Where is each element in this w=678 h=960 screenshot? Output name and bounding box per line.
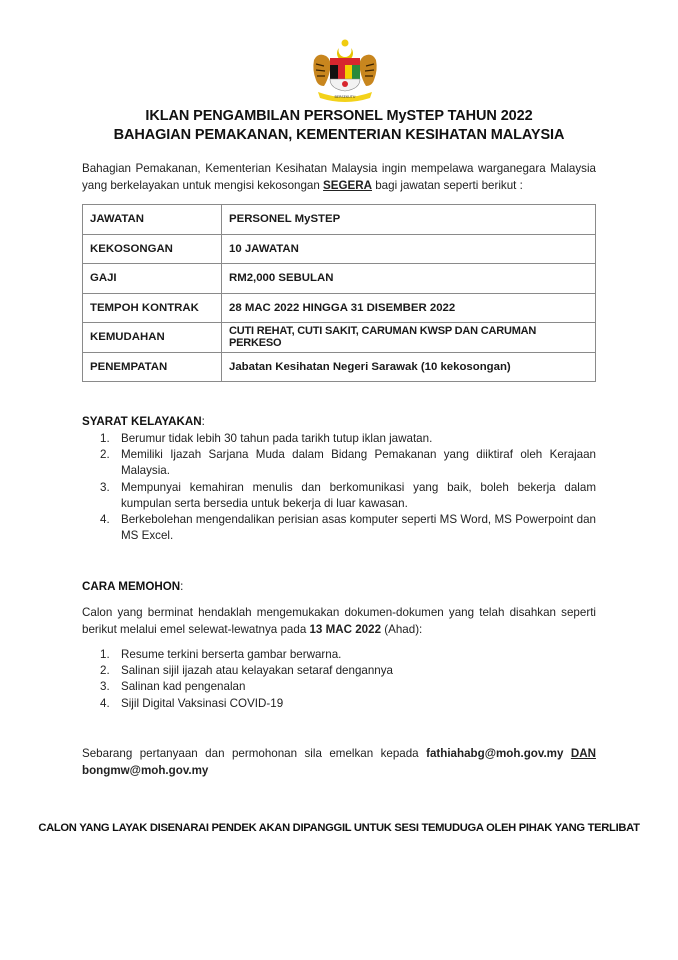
list-item: [100, 696, 596, 712]
requirements-list: [100, 431, 596, 544]
list-item: [100, 679, 596, 695]
intro-paragraph: [82, 161, 596, 194]
list-item: [100, 663, 596, 679]
email-link-2[interactable]: bongmw@moh.gov.my: [82, 763, 209, 777]
documents-list: [100, 647, 596, 712]
table-row: [83, 205, 596, 235]
row-label: PENEMPATAN: [83, 352, 222, 382]
row-label: GAJI: [83, 264, 222, 294]
intro-text-end: bagi jawatan seperti berikut :: [372, 178, 523, 192]
item-number: 2.: [100, 448, 110, 462]
application-heading-text: CARA MEMOHON: [82, 580, 181, 593]
row-label: KEKOSONGAN: [83, 234, 222, 264]
application-text: Calon yang berminat hendaklah mengemukakan dokumen-dokumen yang telah disahkan seperti berikut melalui emel selewat-lewatnya pada: [82, 606, 596, 636]
item-number: 1.: [100, 432, 110, 445]
heading-colon: :: [201, 415, 205, 428]
row-label: TEMPOH KONTRAK: [83, 293, 222, 323]
item-number: 2.: [100, 664, 110, 678]
list-item: [100, 647, 596, 663]
item-text: Berumur tidak lebih 30 tahun pada tarikh tutup iklan jawatan.: [121, 432, 433, 445]
urgent-emphasis: SEGERA: [323, 178, 373, 192]
item-number: 4.: [100, 696, 110, 710]
item-text: Memiliki Ijazah Sarjana Muda dalam Bidang Pemakanan yang diiktiraf oleh Kerajaan Malaysia.: [121, 448, 596, 478]
item-number: 3.: [100, 480, 110, 494]
application-heading: [82, 580, 183, 593]
row-value: RM2,000 SEBULAN: [222, 264, 596, 294]
deadline-date: 13 MAC 2022: [309, 622, 382, 636]
item-text: Resume terkini berserta gambar berwarna.: [121, 648, 342, 661]
row-value: CUTI REHAT, CUTI SAKIT, CARUMAN KWSP DAN CARUMAN PERKESO: [222, 323, 596, 353]
row-value: Jabatan Kesihatan Negeri Sarawak (10 kekosongan): [222, 352, 596, 382]
requirements-heading-text: SYARAT KELAYAKAN: [82, 415, 202, 428]
application-paragraph: [82, 605, 596, 638]
table-row: [83, 264, 596, 294]
row-value: PERSONEL MySTEP: [222, 205, 596, 235]
svg-text:BERSEKUTU: BERSEKUTU: [334, 95, 356, 99]
contact-text: Sebarang pertanyaan dan permohonan sila emelkan kepada: [82, 747, 427, 760]
row-value: 10 JAWATAN: [222, 234, 596, 264]
item-text: Salinan sijil ijazah atau kelayakan setaraf dengannya: [121, 664, 393, 678]
application-text-end: (Ahad):: [381, 622, 423, 636]
intro-text: Bahagian Pemakanan, Kementerian Kesihatan Malaysia ingin mempelawa warganegara Malaysia yang berkelayakan untuk mengisi kekosongan: [82, 162, 596, 192]
row-label: KEMUDAHAN: [83, 323, 222, 353]
heading-colon: :: [180, 580, 184, 593]
item-number: 1.: [100, 648, 110, 661]
shortlist-notice: CALON YANG LAYAK DISENARAI PENDEK AKAN DIPANGGIL UNTUK SESI TEMUDUGA OLEH PIHAK YANG TERLIBAT: [38, 822, 640, 834]
row-label: JAWATAN: [83, 205, 222, 235]
requirements-heading: [82, 415, 205, 428]
table-row: [83, 352, 596, 382]
list-item: [100, 512, 596, 544]
item-number: 4.: [100, 513, 110, 527]
item-text: Salinan kad pengenalan: [121, 680, 246, 694]
page-subtitle: BAHAGIAN PEMAKANAN, KEMENTERIAN KESIHATAN MALAYSIA: [113, 127, 565, 143]
row-value: 28 MAC 2022 HINGGA 31 DISEMBER 2022: [222, 293, 596, 323]
table-row: [83, 293, 596, 323]
contact-paragraph: [82, 746, 596, 779]
job-details-table: [82, 204, 596, 382]
item-number: 3.: [100, 680, 110, 694]
email-link-1[interactable]: fathiahabg@moh.gov.my: [426, 747, 564, 760]
list-item: [100, 480, 596, 512]
table-row: [83, 323, 596, 353]
item-text: Mempunyai kemahiran menulis dan berkomunikasi yang baik, boleh bekerja dalam kumpulan serta bersedia untuk bekerja di luar kawasan.: [121, 480, 596, 510]
malaysia-coat-of-arms-icon: [308, 38, 382, 104]
list-item: [100, 431, 596, 447]
list-item: [100, 447, 596, 479]
item-text: Sijil Digital Vaksinasi COVID-19: [121, 696, 284, 710]
conjunction-dan: DAN: [570, 747, 596, 760]
table-row: [83, 234, 596, 264]
page-title: IKLAN PENGAMBILAN PERSONEL MySTEP TAHUN 2022: [145, 108, 533, 124]
item-text: Berkebolehan mengendalikan perisian asas komputer seperti MS Word, MS Powerpoint dan MS Excel.: [121, 513, 596, 543]
